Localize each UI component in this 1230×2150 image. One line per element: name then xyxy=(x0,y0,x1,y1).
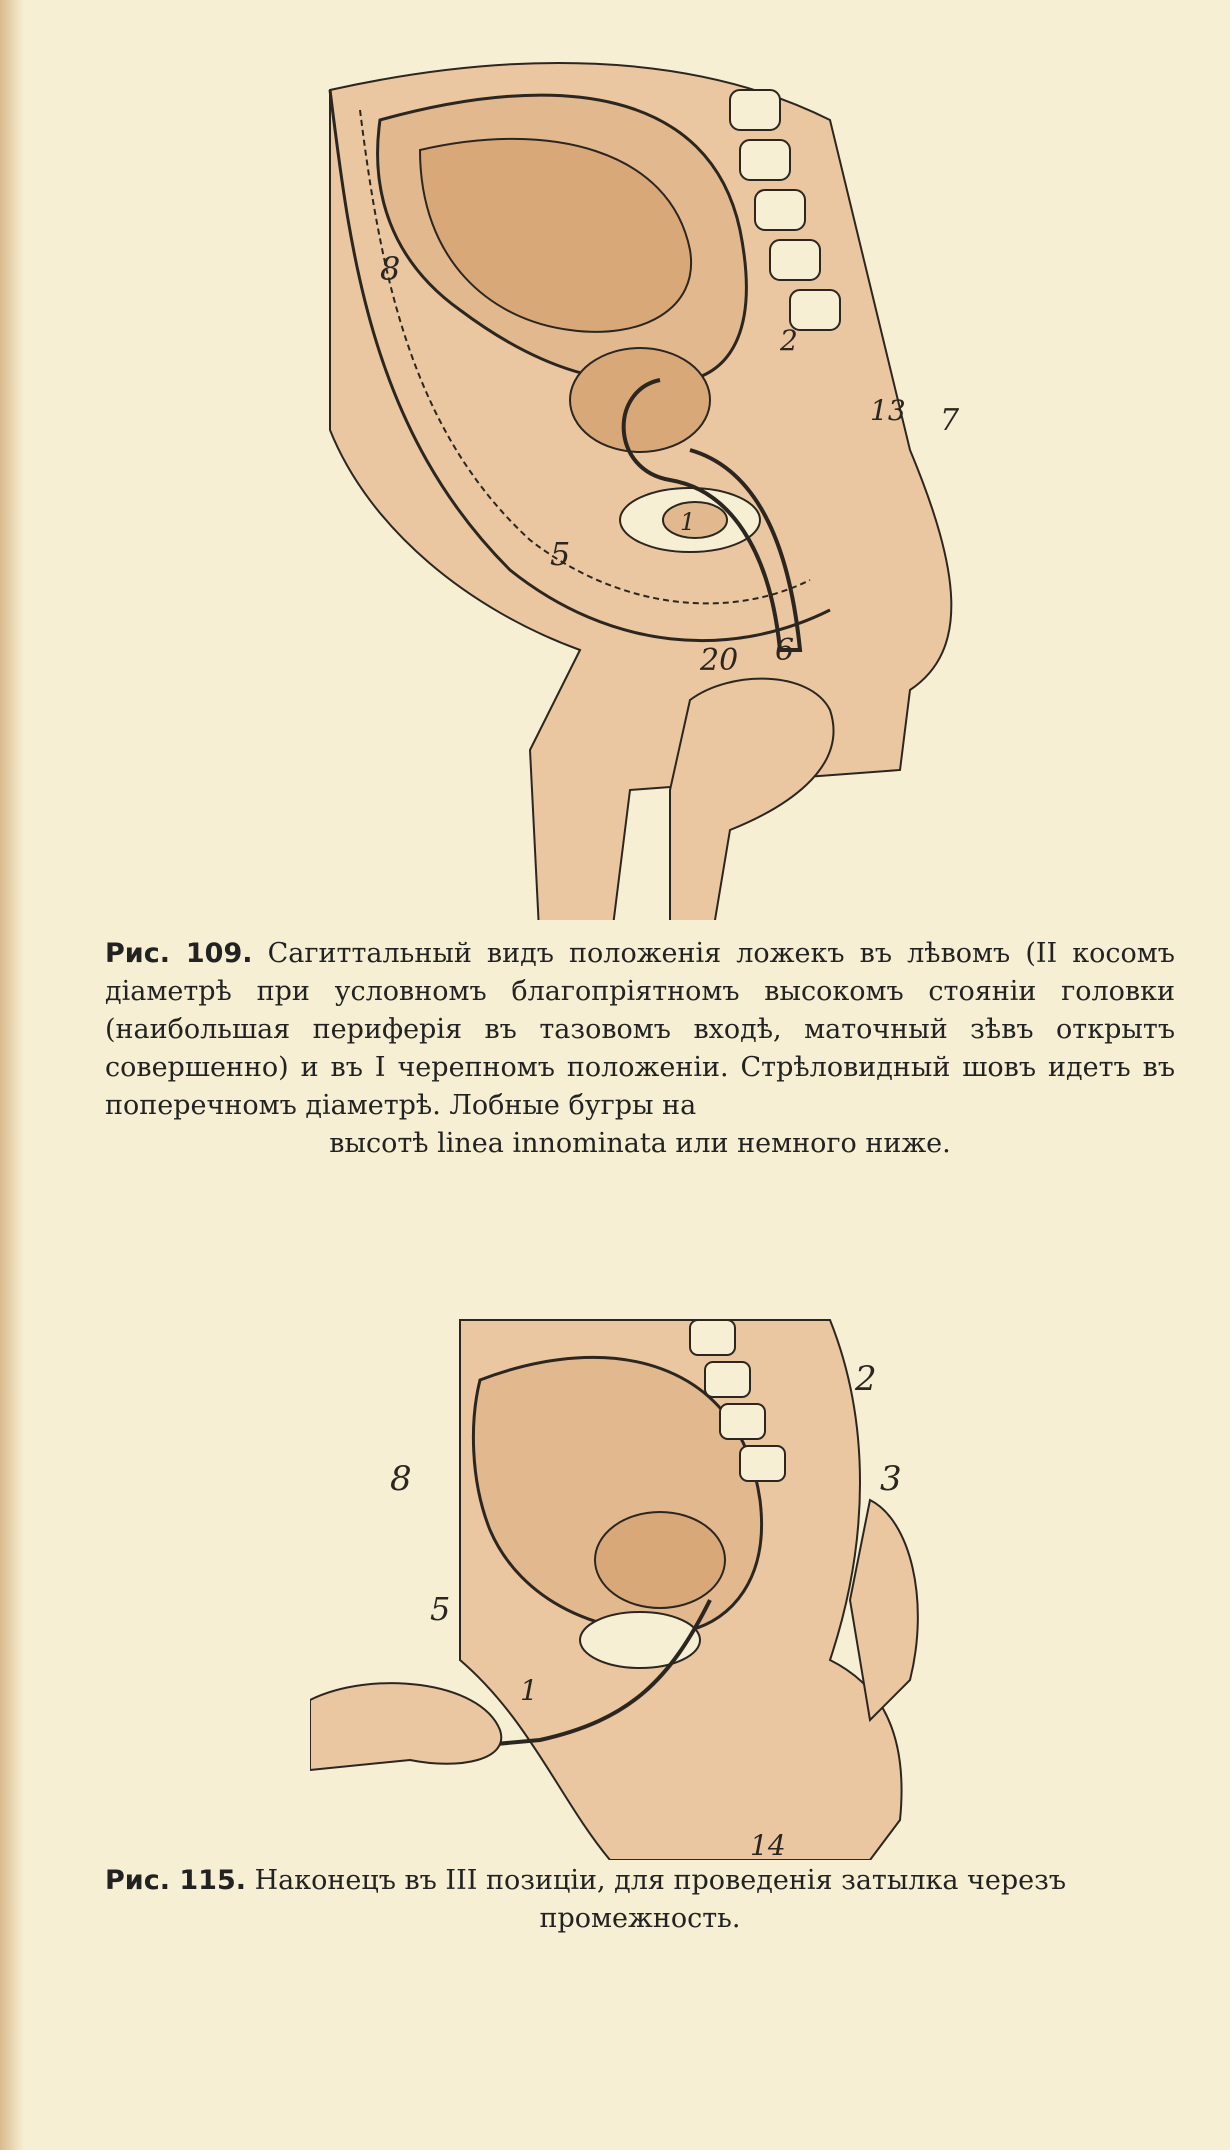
fig1-label-13: 13 xyxy=(870,394,906,427)
fig2-label-1: 1 xyxy=(520,1674,538,1707)
caption-109-label: Рис. 109. xyxy=(105,938,253,969)
fig1-label-6: 6 xyxy=(775,633,795,668)
page-edge xyxy=(0,0,24,2150)
figure-115-caption xyxy=(105,1862,1175,1938)
fig1-label-1: 1 xyxy=(680,508,696,536)
sagittal-view-drawing-115 xyxy=(310,1300,960,1860)
fig2-label-5: 5 xyxy=(430,1590,451,1628)
caption-115-last-line: промежность. xyxy=(539,1903,741,1934)
figure-109-caption xyxy=(105,935,1175,1163)
caption-115-label: Рис. 115. xyxy=(105,1865,246,1896)
fig2-label-2: 2 xyxy=(855,1359,877,1399)
caption-109-last-line: высотѣ linea innominata или немного ниже. xyxy=(329,1128,951,1159)
fig2-label-3: 3 xyxy=(880,1459,902,1499)
fig1-label-2: 2 xyxy=(780,324,798,357)
caption-109-text: Сагиттальный видъ положенія ложекъ въ лѣвомъ (II косомъ діаметрѣ при условномъ благопріятномъ высокомъ стояніи головки (наибольшая периферія въ тазовомъ входѣ, маточный зѣвъ открытъ совершенно) и въ I черепномъ положеніи. Стрѣловидный шовъ идетъ въ поперечномъ діаметрѣ. Лобные бугры на xyxy=(105,938,1175,1121)
figure-109-illustration xyxy=(310,50,1010,920)
fig1-label-5: 5 xyxy=(550,535,571,573)
sagittal-view-drawing-109 xyxy=(310,50,1010,920)
caption-115-text: Наконецъ въ III позиціи, для проведенія затылка черезъ xyxy=(254,1865,1067,1896)
fig1-label-7: 7 xyxy=(940,403,960,438)
fig1-label-20: 20 xyxy=(700,643,739,678)
fig1-label-8: 8 xyxy=(380,250,401,288)
fig2-label-14: 14 xyxy=(750,1829,786,1860)
fig2-label-8: 8 xyxy=(390,1459,412,1499)
figure-115-illustration xyxy=(310,1300,960,1860)
